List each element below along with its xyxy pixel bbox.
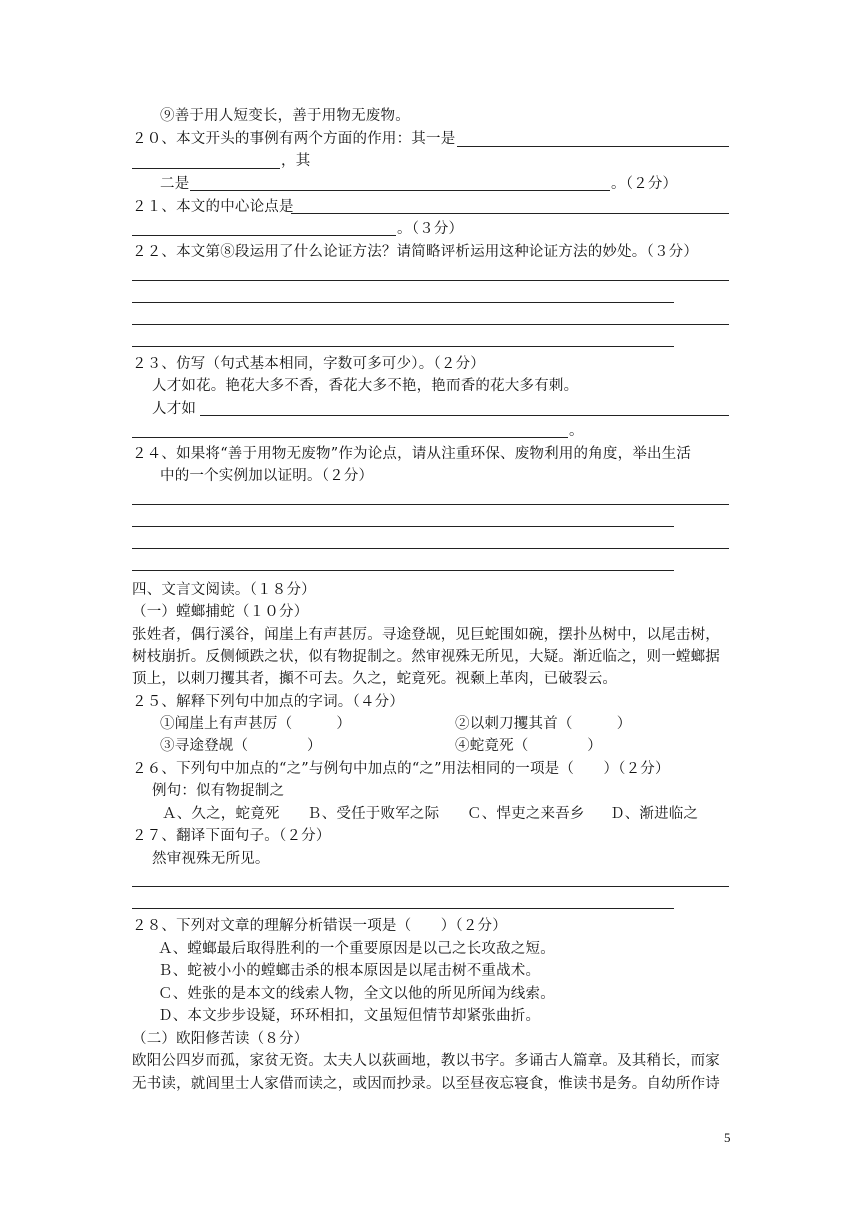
section-heading: 四、文言文阅读。（１８分） xyxy=(132,582,316,598)
option-b: Ｂ、蛇被小小的螳螂击杀的根本原因是以尾击树不重战术。 xyxy=(158,963,541,979)
option-a: Ａ、螳螂最后取得胜利的一个重要原因是以己之长攻敌之短。 xyxy=(158,941,555,957)
item-1: ①闻崖上有声甚厉（ ） xyxy=(160,716,352,732)
text-line: 。 xyxy=(569,423,584,439)
answer-blank[interactable] xyxy=(132,526,674,527)
page-number: 5 xyxy=(724,1130,731,1145)
option-b: Ｂ、受任于败军之际 xyxy=(307,806,440,822)
answer-blank[interactable] xyxy=(132,570,674,571)
answer-blank[interactable] xyxy=(132,302,674,303)
option-c: Ｃ、姓张的是本文的线索人物，全文以他的所见所闻为线索。 xyxy=(158,986,555,1002)
item-3: ③寻途登觇（ ） xyxy=(160,738,322,754)
answer-blank[interactable] xyxy=(132,280,729,281)
question-27: ２７、翻译下面句子。（２分） xyxy=(132,828,331,844)
score-note: 。（２分） xyxy=(611,176,678,192)
text-line: ，其 xyxy=(281,153,311,169)
option-c: Ｃ、悍吏之来吾乡 xyxy=(467,806,585,822)
question-20: ２０、本文开头的事例有两个方面的作用：其一是 xyxy=(132,131,456,147)
question-24: ２４、如果将“善于用物无废物”作为论点，请从注重环保、废物利用的角度，举出生活 xyxy=(132,446,692,462)
answer-blank[interactable] xyxy=(291,213,729,214)
answer-blank[interactable] xyxy=(132,437,568,438)
score-note: 。（３分） xyxy=(397,221,464,237)
text-line: ⑨善于用人短变长，善于用物无废物。 xyxy=(160,108,410,124)
answer-blank[interactable] xyxy=(132,346,674,347)
question-25: ２５、解释下列句中加点的字词。（４分） xyxy=(132,694,405,710)
question-23: ２３、仿写（句式基本相同，字数可多可少）。（２分） xyxy=(132,356,485,372)
option-d: Ｄ、渐进临之 xyxy=(610,806,699,822)
answer-blank[interactable] xyxy=(132,168,280,169)
answer-blank[interactable] xyxy=(132,548,729,549)
answer-blank[interactable] xyxy=(132,504,729,505)
answer-blank[interactable] xyxy=(132,886,729,887)
text-line: 人才如花。艳花大多不香，香花大多不艳，艳而香的花大多有刺。 xyxy=(152,378,579,394)
passage-line: 张姓者，偶行溪谷，闻崖上有声甚厉。寻途登觇，见巨蛇围如碗，摆扑丛树中，以尾击树， xyxy=(132,627,720,643)
question-26: ２６、下列句中加点的“之”与例句中加点的“之”用法相同的一项是（ ）（２分） xyxy=(132,761,670,777)
example-line: 例句：似有物捉制之 xyxy=(152,783,285,799)
subsection-heading: （二）欧阳修苦读（８分） xyxy=(132,1031,309,1047)
answer-blank[interactable] xyxy=(132,235,396,236)
passage-line: 树枝崩折。反侧倾跌之状，似有物捉制之。然审视殊无所见，大疑。渐近临之，则一螳螂据 xyxy=(132,649,720,665)
item-2: ②以刺刀攫其首（ ） xyxy=(455,716,632,732)
question-28: ２８、下列对文章的理解分析错误一项是（ ）（２分） xyxy=(132,918,507,934)
answer-blank[interactable] xyxy=(200,415,729,416)
passage-line: 欧阳公四岁而孤，家贫无资。太夫人以荻画地，教以书字。多诵古人篇章。及其稍长，而家 xyxy=(132,1053,720,1069)
option-a: Ａ、久之，蛇竟死 xyxy=(162,806,280,822)
option-d: Ｄ、本文步步设疑，环环相扣，文虽短但情节却紧张曲折。 xyxy=(158,1008,541,1024)
text-line: 人才如 xyxy=(152,401,197,417)
question-21: ２１、本文的中心论点是 xyxy=(132,199,294,215)
passage-line: 无书读，就闾里士人家借而读之，或因而抄录。以至昼夜忘寝食，惟读书是务。自幼所作诗 xyxy=(132,1076,720,1092)
text-line: 二是 xyxy=(160,176,190,192)
subsection-heading: （一）螳螂捕蛇（１０分） xyxy=(132,604,309,620)
passage-line: 顶上，以刺刀攫其者，攧不可去。久之，蛇竟死。视颡上革肉，已破裂云。 xyxy=(132,671,618,687)
answer-blank[interactable] xyxy=(132,908,674,909)
text-line: 然审视殊无所见。 xyxy=(152,851,270,867)
question-22: ２２、本文第⑧段运用了什么论证方法？请简略评析运用这种论证方法的妙处。（３分） xyxy=(132,244,699,260)
text-line: 中的一个实例加以证明。（２分） xyxy=(160,468,374,484)
item-4: ④蛇竟死（ ） xyxy=(455,738,602,754)
answer-blank[interactable] xyxy=(457,146,729,147)
answer-blank[interactable] xyxy=(190,190,610,191)
answer-blank[interactable] xyxy=(132,324,729,325)
